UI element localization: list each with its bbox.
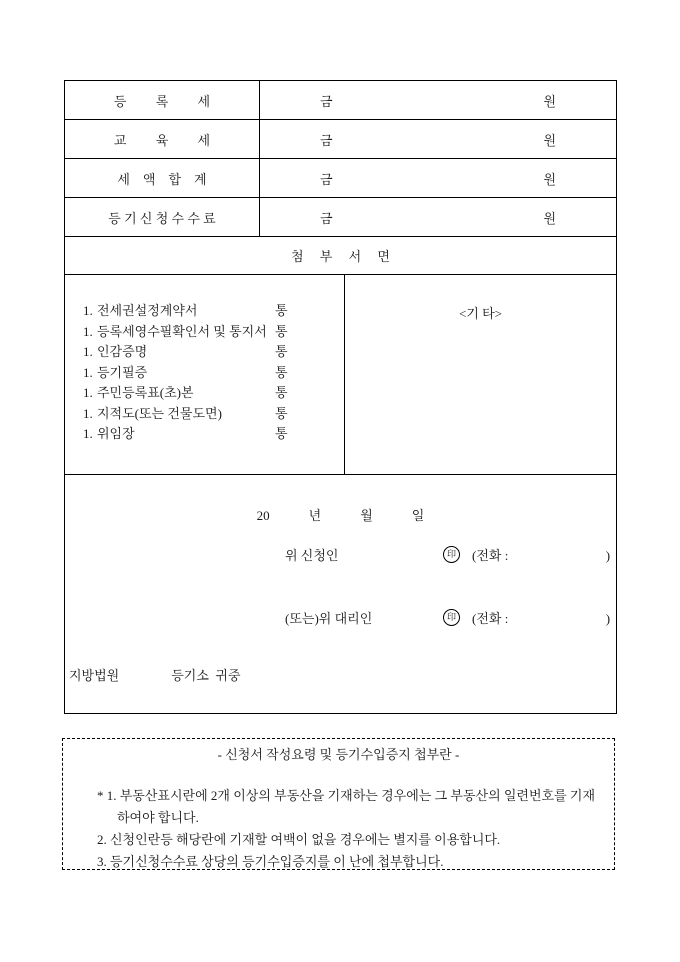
attachment-name: 위임장 [97,426,135,441]
attachment-name: 지적도(또는 건물도면) [97,405,222,421]
fee-value-tax-total [260,159,616,197]
attachments-section [65,275,616,475]
agent-phone-field: (전화 : ) [472,611,611,626]
attachment-item [83,363,344,384]
amount-prefix: 금 [320,132,333,148]
etc-label: <기 타> [458,306,503,321]
amount-suffix: 원 [543,93,556,109]
fee-row-registration-tax [65,81,616,120]
amount-suffix: 원 [543,171,556,187]
attachment-item [83,424,344,445]
attachment-number: 1. [83,364,93,380]
agent-signature-line [285,608,610,627]
attachment-name: 등기필증 [97,364,148,380]
attachment-item [83,322,344,343]
seal-glyph: 印 [446,549,456,559]
attachment-number: 1. [83,344,93,359]
attachment-number: 1. [83,385,93,400]
signature-area [65,475,616,713]
instruction-item: 3. 등기신청수수료 상당의 등기수입증지를 이 난에 첩부합니다. [97,854,444,869]
seal-glyph: 印 [446,612,456,622]
attachment-name: 주민등록표(초)본 [97,385,194,400]
attachment-unit: 통 [275,385,288,400]
applicant-label: 위 신청인 [285,548,339,563]
amount-prefix: 금 [320,93,333,109]
fee-value-application-fee [260,198,616,236]
agent-label: (또는)위 대리인 [285,611,373,626]
attachment-name: 등록세영수필확인서 및 통지서 [97,323,267,339]
fee-label-registration-tax: 등 록 세 [65,81,260,119]
applicant-phone-field: (전화 : ) [472,548,611,563]
seal-stamp-icon [443,609,460,626]
attachment-name: 인감증명 [97,344,148,359]
fee-row-tax-total [65,159,616,198]
seal-stamp-icon [443,546,460,563]
amount-suffix: 원 [543,132,556,148]
attachment-unit: 통 [275,405,288,421]
instruction-item: 2. 신청인란등 해당란에 기재할 여백이 없을 경우에는 별지를 이용합니다. [97,832,501,847]
applicant-signature-line [285,545,610,564]
amount-suffix: 원 [543,210,556,226]
attachment-unit: 통 [275,303,288,318]
fee-label-application-fee: 등 기 신 청 수 수 료 [65,198,260,236]
attachment-item [83,404,344,425]
instructions-box [62,738,615,870]
attachment-number: 1. [83,405,93,421]
attachment-number: 1. [83,323,93,339]
attachment-number: 1. [83,426,93,441]
amount-prefix: 금 [320,210,333,226]
amount-prefix: 금 [320,171,333,187]
attachment-unit: 통 [275,323,288,339]
date-line: 20 년 월 일 [256,508,425,523]
fee-row-application-fee [65,198,616,237]
attachment-name: 전세권설정계약서 [97,303,198,318]
fee-label-education-tax: 교 육 세 [65,120,260,158]
attachment-unit: 통 [275,364,288,380]
fee-row-education-tax [65,120,616,159]
etc-cell [345,275,616,474]
attachment-item [83,342,344,363]
attachment-number: 1. [83,303,93,318]
application-form-table [64,80,617,714]
fee-value-education-tax [260,120,616,158]
attachment-item [83,301,344,322]
fee-value-registration-tax [260,81,616,119]
attachments-list [65,275,345,474]
instructions-title: - 신청서 작성요령 및 등기수입증지 첩부란 - [217,747,460,762]
fee-label-tax-total: 세 액 합 계 [65,159,260,197]
attachment-unit: 통 [275,344,288,359]
attachment-unit: 통 [275,426,288,441]
instruction-item: * 1. 부동산표시란에 2개 이상의 부동산을 기재하는 경우에는 그 부동산의 일련번호를 기재하여야 합니다. [97,788,596,825]
attachments-section-header: 첨 부 서 면 [65,237,616,275]
attachment-item [83,383,344,404]
court-address-line: 지방법원 등기소 귀중 [69,668,241,683]
